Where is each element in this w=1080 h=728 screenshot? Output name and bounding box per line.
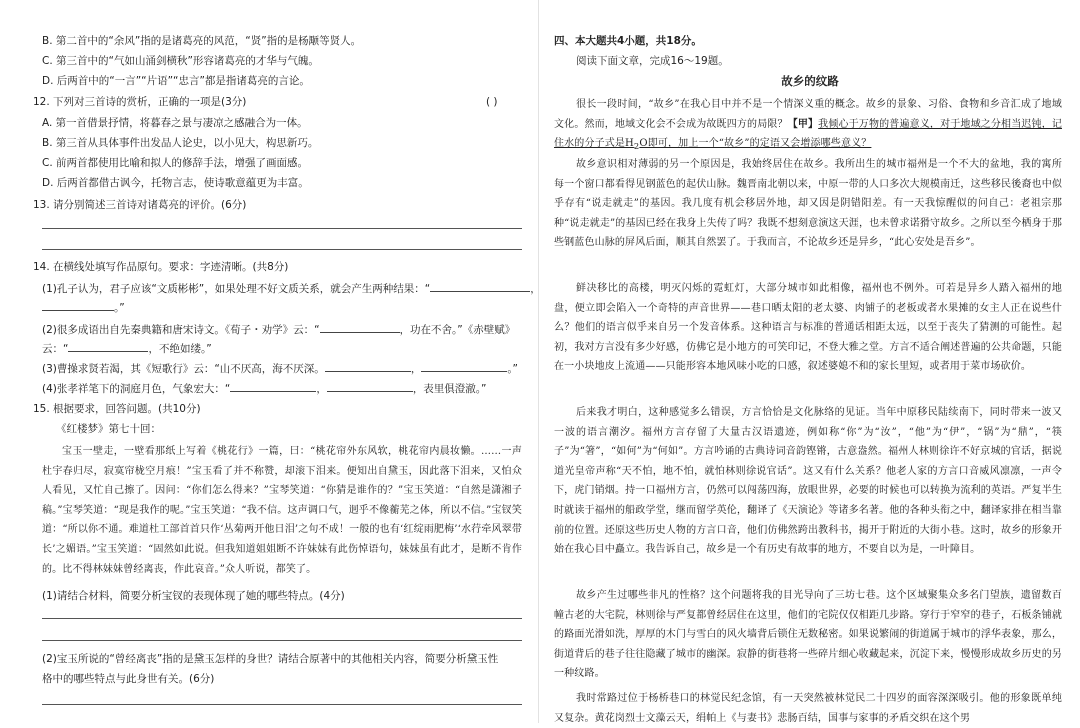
q15-sub-1: (1)请结合材料，简要分析宝钗的表现体现了她的哪些特点。(4分) bbox=[42, 590, 345, 602]
q14-blank[interactable] bbox=[327, 381, 413, 392]
q15-stem: 15. 根据要求，回答问题。(共10分) bbox=[33, 403, 201, 415]
article-paragraph-1: 很长一段时间，“故乡”在我心目中并不是一个情深义重的概念。故乡的景象、习俗、食物和乡音汇成了地域文化。然而，地域文化会不会成为故既四方的局限？【甲】我倾心于万物的普遍意义，对于地域之分相当迟钝，记住水的分子式是$H_2O$即可，加上一个“故乡”的定语又会增添哪些意义？ bbox=[554, 99, 1062, 152]
q14-item-4: (4)张孝祥笔下的洞庭月色，气象宏大：“ ， ，表里俱澄澈。” bbox=[42, 383, 487, 395]
q13-answer-line[interactable] bbox=[42, 249, 522, 250]
q15-sub-2: (2)宝玉所说的“曾经离丧”指的是黛玉怎样的身世？请结合原著中的其他相关内容，简要分析黛玉性 bbox=[42, 653, 499, 665]
article-paragraph-3: 鲜决移比的高楼，明灭闪烁的霓虹灯，大部分城市如此相像，福州也不例外。可若是异乡人踏入福州的地盘，便立即会陷入一个奇特的声音世界——巷口晒太阳的老太婆、肉铺子的老板或者水果摊的女主人正在说些什么？他们的语言似乎来自另一个发音体系。这种语言与标准的普通话相距太远，以至于丧失了猜测的可能性。起初，我对方言没有多少好感，仿佛它是小地方的可笑印记，不登大雅之堂。方言不适合阐述普遍的公共命题，只能在一小块地皮上流通——只能形容本地风味小吃的口感，叙述婆媳不和的家长里短，或者用于菜市场砍价。 bbox=[554, 283, 1062, 373]
q12-option-a: A. 第一首借景抒情，将暮春之景与凄凉之感融合为一体。 bbox=[42, 117, 308, 129]
q15-sub2-answer-line[interactable] bbox=[42, 704, 522, 705]
article-paragraph-2: 故乡意识相对薄弱的另一个原因是，我始终居住在故乡。我所出生的城市福州是一个不大的盆地，我的寓所每一个窗口都看得见钢蓝色的起伏山脉。魏晋南北朝以来，中原一带的人口多次大规模南迁，这些移民後裔也中似乎存有“说走就走”的基因。我几度有机会移居外地，却又因是阴错阳差。有一天我惊醒似的问自己：老祖宗那种“说走就走”的基因已经在我身上失传了吗？我既不想刻意演这天涯，也未曾求诺猾守故乡。之所以至今栖身于那些钢蓝色山脉的屏风后面，顺其自然罢了。于我而言，不论故乡还是异乡，“此心安处是吾乡”。 bbox=[554, 159, 1062, 249]
q12-answer-bracket[interactable]: ( ) bbox=[486, 96, 498, 108]
q14-item-1: (1)孔子认为，君子应该“文质彬彬”，如果处理不好文质关系，就会产生两种结果：“ ， bbox=[42, 283, 541, 295]
q12-option-b: B. 第三首从具体事件出发品人论史，以小见大，构思新巧。 bbox=[42, 137, 319, 149]
q15-sub-2-cont: 格中的哪些特点与此身世有关。(6分) bbox=[42, 673, 215, 685]
q14-item-2-cont: 云：“ ，不绝如缕。” bbox=[42, 343, 212, 355]
q15-sub1-answer-line[interactable] bbox=[42, 640, 522, 641]
q14-blank[interactable] bbox=[230, 381, 316, 392]
q12-option-c: C. 前两首都使用比喻和拟人的修辞手法，增强了画面感。 bbox=[42, 157, 309, 169]
left-column bbox=[33, 0, 541, 723]
q14-blank[interactable] bbox=[42, 300, 114, 311]
q11-option-c: C. 第三首中的“气如山涌剑横秋”形容诸葛亮的才华与气魄。 bbox=[42, 55, 319, 67]
q14-item-3: (3)曹操求贤若渴，其《短歌行》云：“山不厌高，海不厌深。 ， 。” bbox=[42, 363, 519, 375]
q14-blank[interactable] bbox=[325, 361, 411, 372]
underlined-sentence: 我倾心于万物的普遍意义，对于地域之分相当迟钝，记住水的分子式是$H_2O$即可，加上一个“故乡”的定语又会增添哪些意义？ bbox=[554, 118, 1062, 152]
q14-blank[interactable] bbox=[421, 361, 507, 372]
article-paragraph-6: 我时常路过位于杨桥巷口的林觉民纪念馆，有一天突然被林觉民二十四岁的面容深深吸引。他的形象既单纯又复杂。黄花岗烈士文藻云天，绢帕上《与妻书》悲肠百结，国事与家事的矛盾交织在这个男 bbox=[554, 693, 1062, 724]
q14-stem: 14. 在横线处填写作品原句。要求：字迹清晰。(共8分) bbox=[33, 261, 289, 273]
q11-option-b: B. 第二首中的“余风”指的是诸葛亮的风范，“贤”指的是杨颙等贤人。 bbox=[42, 35, 362, 47]
q14-blank[interactable] bbox=[430, 281, 530, 292]
reading-instruction: 阅读下面文章，完成16～19题。 bbox=[576, 55, 729, 67]
article-paragraph-5: 故乡产生过哪些非凡的性格？这个问题将我的目光导向了三坊七巷。这个区域聚集众多名门望族，遗留数百幢古老的大宅院，林则徐与严复都曾经居住在这里，他们的宅院仅仅相距几步路。穿行于窄窄的巷子，石板条铺就的路面光滑如洗，厚厚的木门与雪白的风火墙背后锁住无数秘密。如果说繁闹的街道属于城市的浮华表象，那么，街道背后的巷子往往隐藏了城市的幽深。寂静的街巷将一些碎片细心收藏起来，沉淀下来，慢慢形成故乡历史的另一种纹路。 bbox=[554, 590, 1062, 680]
q12-option-d: D. 后两首都借古讽今，托物言志，使诗歌意蕴更为丰富。 bbox=[42, 177, 309, 189]
q15-source: 《红楼梦》第七十回： bbox=[56, 423, 161, 435]
q12-stem: 12. 下列对三首诗的赏析，正确的一项是(3分) bbox=[33, 96, 247, 108]
right-column bbox=[554, 0, 1066, 723]
article-paragraph-4: 后来我才明白，这种感觉多么错误，方言恰恰是文化脉络的见证。当年中原移民陆续南下，同时带来一波又一波的语言潮汐。福州方言存留了大量古汉语遗迹，例如称“你”为“汝”，“他”为“伊”，“锅”为“鼎”，“筷子”为“箸”，“如何”为“何如”。方言吟诵的古典诗词音韵铿锵，古意盎然。福州人林则徐许不好京城的官话，据说道光皇帝声称“天不怕，地不怕，就怕林则徐说官话”。这又有什么关系？他老人家的方言口音威风凛凛，一声令下，虎门销烟。持一口福州方言，仍然可以闯荡四海，放眼世界，必要的时候也可以转换为流利的英语。严复半生时就读于福州的船政学堂，继而留学英伦，翻译了《天演论》等诸多名著。他的各种头衔之中，翻译家排在相当靠前的位置。还原这些历史人物的方言口音，他们仿佛然跨出教科书，揭开于附近的大街小巷。这时，故乡的形象开始在我心目中矗立。我告诉自己，故乡是一个有历史有故事的地方，不要自以为是，一叶障目。 bbox=[554, 407, 1062, 556]
q14-item-1-cont: 。” bbox=[42, 300, 125, 315]
q14-blank[interactable] bbox=[68, 341, 148, 352]
column-divider bbox=[538, 0, 539, 723]
q11-option-d: D. 后两首中的“一言”“片语”“忠言”都是指诸葛亮的言论。 bbox=[42, 75, 310, 87]
q14-blank[interactable] bbox=[320, 322, 400, 333]
q15-passage: 宝玉一壁走，一壁看那纸上写着《桃花行》一篇，曰：“桃花帘外东风软，桃花帘内晨妆懒。……一声杜宇春归尽，寂寞帘栊空月痕！”宝玉看了并不称赞，却滚下泪来。便知出自黛玉，因此落下泪来，又怕众人看见，又忙自己擦了。因问：“你们怎么得来？”宝琴笑道：“你猜是谁作的？”宝玉笑道：“自然是潇湘子稿。”宝琴笑道：“现是我作的呢。”宝玉笑道：“我不信。这声调口气，迥乎不像蘅芜之体，所以不信。”宝钗笑道：“所以你不通。难道杜工部首首只作‘丛菊两开他日泪’之句不成！一般的也有‘红绽雨肥梅’‘水荇牵风翠带长’之媚语。”宝玉笑道：“固然如此说。但我知道姐姐断不许妹妹有此伤悼语句，妹妹虽有此才，是断不肯作的。比不得林妹妹曾经离丧，作此哀音。”众人听说，都笑了。 bbox=[42, 446, 522, 575]
q15-sub1-answer-line[interactable] bbox=[42, 618, 522, 619]
section-heading: 四、本大题共4小题，共18分。 bbox=[554, 35, 702, 47]
q13-stem: 13. 请分别简述三首诗对诸葛亮的评价。(6分) bbox=[33, 199, 247, 211]
q13-answer-line[interactable] bbox=[42, 228, 522, 229]
article-title: 故乡的纹路 bbox=[781, 74, 839, 88]
marker-jia: 【甲】 bbox=[787, 118, 819, 130]
q14-item-2: (2)很多成语出自先秦典籍和唐宋诗文。《荀子・劝学》云：“ ，功在不舍。”《赤壁赋》 bbox=[42, 324, 516, 336]
